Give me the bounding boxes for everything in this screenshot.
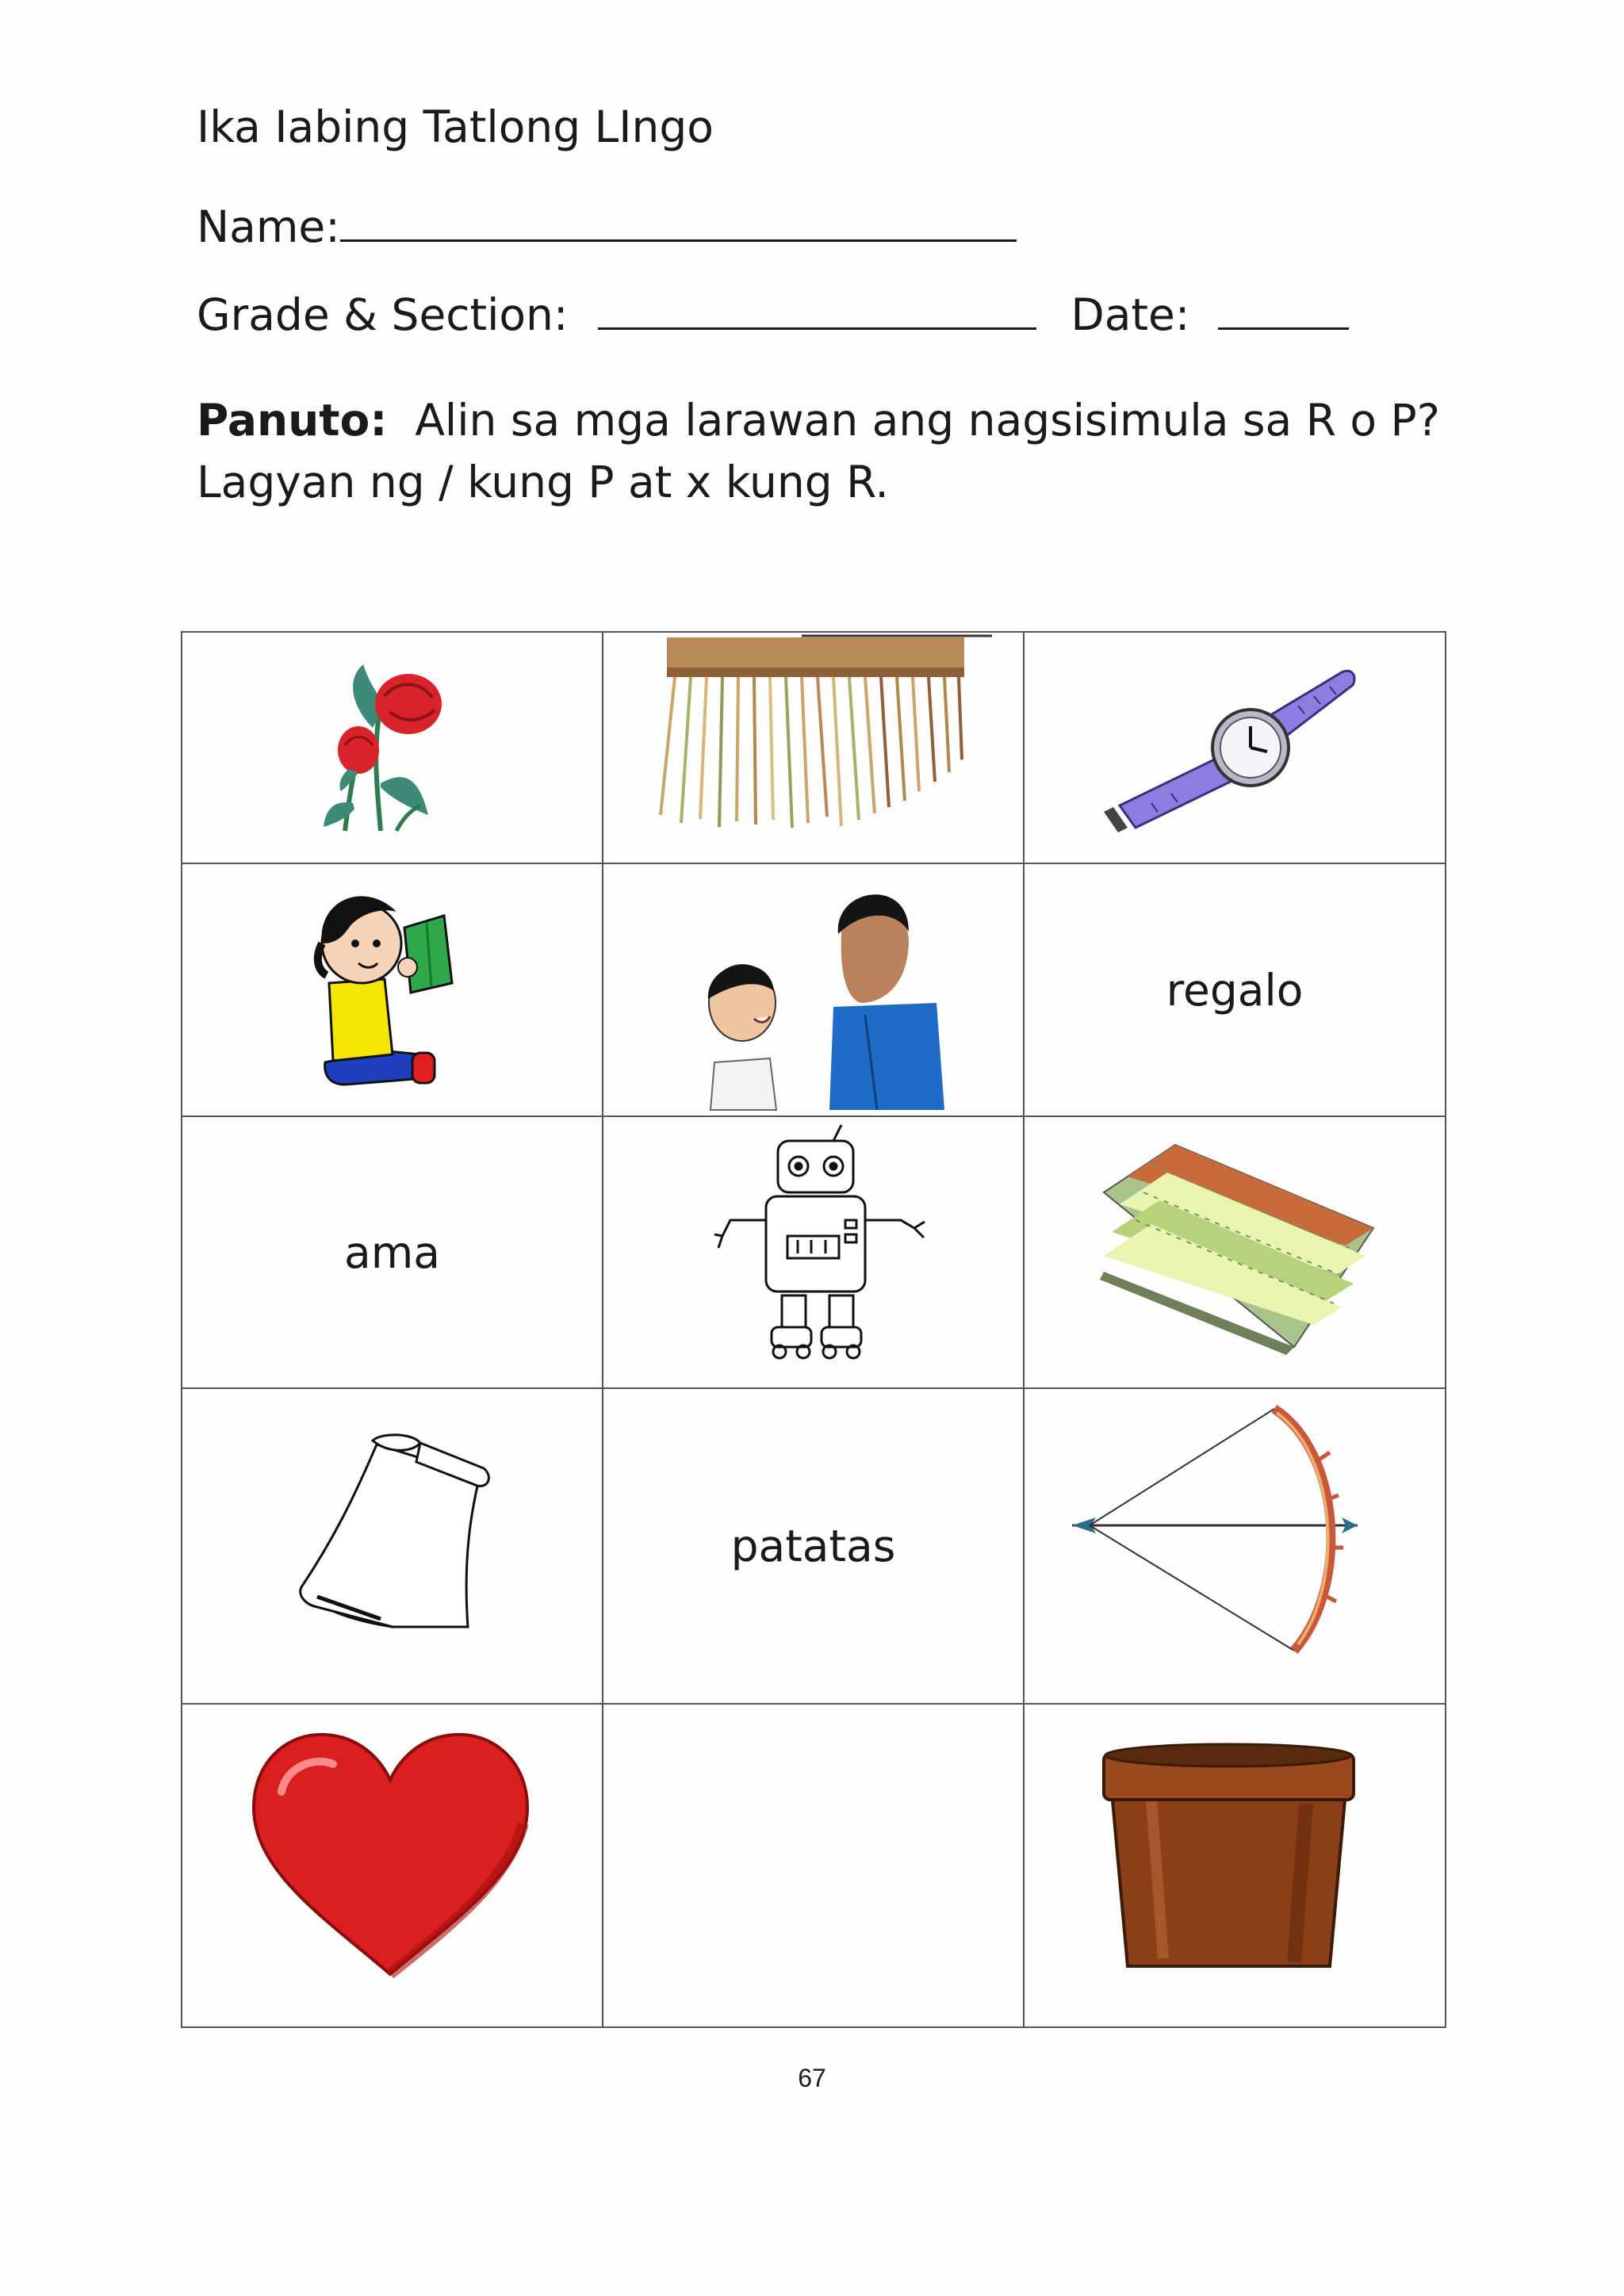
metal-roof-sheet-icon (1025, 1117, 1446, 1384)
week-title: Ika Iabing Tatlong LIngo (197, 101, 714, 152)
grid-cell[interactable] (182, 1116, 603, 1388)
thatched-roof-icon (603, 633, 1025, 859)
date-label: Date: (1071, 289, 1190, 340)
word-regalo: regalo (1166, 964, 1304, 1016)
wristwatch-icon (1025, 633, 1446, 859)
father-and-son-icon (603, 864, 1025, 1112)
paper-scroll-icon (182, 1389, 603, 1700)
grid-cell[interactable] (603, 1116, 1024, 1388)
instructions-line-2: Lagyan ng / kung P at x kung R. (197, 457, 889, 507)
instructions-line-1 (197, 395, 1440, 446)
grid-cell[interactable] (1024, 863, 1446, 1116)
instructions-text-1: Alin sa mga larawan ang nagsisimula sa R o P? (415, 395, 1440, 446)
grid-cell[interactable] (1024, 1704, 1446, 2027)
grid-cell[interactable] (603, 1388, 1024, 1704)
name-label: Name: (197, 201, 340, 252)
word-ama: ama (344, 1226, 440, 1278)
grid-cell-empty[interactable] (603, 1704, 1024, 2027)
heart-icon (182, 1705, 603, 2023)
name-input-line[interactable] (340, 203, 1017, 242)
grid-cell[interactable] (603, 632, 1024, 863)
grid-cell[interactable] (1024, 1388, 1446, 1704)
bow-and-arrow-icon (1025, 1389, 1446, 1700)
page-number: 67 (798, 2064, 826, 2092)
grid-cell[interactable] (603, 863, 1024, 1116)
grid-row (182, 1704, 1446, 2027)
girl-reading-icon (182, 864, 603, 1112)
grid-cell[interactable] (1024, 1116, 1446, 1388)
word-patatas: patatas (730, 1521, 896, 1571)
grid-cell[interactable] (182, 1388, 603, 1704)
date-input-line[interactable] (1218, 291, 1349, 330)
roses-icon (182, 633, 603, 859)
grade-date-row (197, 289, 1349, 340)
name-field (197, 201, 1017, 252)
grid-row (182, 863, 1446, 1116)
grid-row (182, 1116, 1446, 1388)
grid-cell[interactable] (1024, 632, 1446, 863)
robot-icon (603, 1117, 1025, 1384)
grid-cell[interactable] (182, 632, 603, 863)
grade-section-input-line[interactable] (598, 291, 1036, 330)
grid-row (182, 1388, 1446, 1704)
picture-grid (181, 631, 1446, 2028)
flower-pot-icon (1025, 1705, 1446, 2023)
grid-cell[interactable] (182, 1704, 603, 2027)
grid-cell[interactable] (182, 863, 603, 1116)
grade-section-label: Grade & Section: (197, 289, 569, 340)
instructions-label: Panuto: (197, 395, 388, 446)
grid-row (182, 632, 1446, 863)
